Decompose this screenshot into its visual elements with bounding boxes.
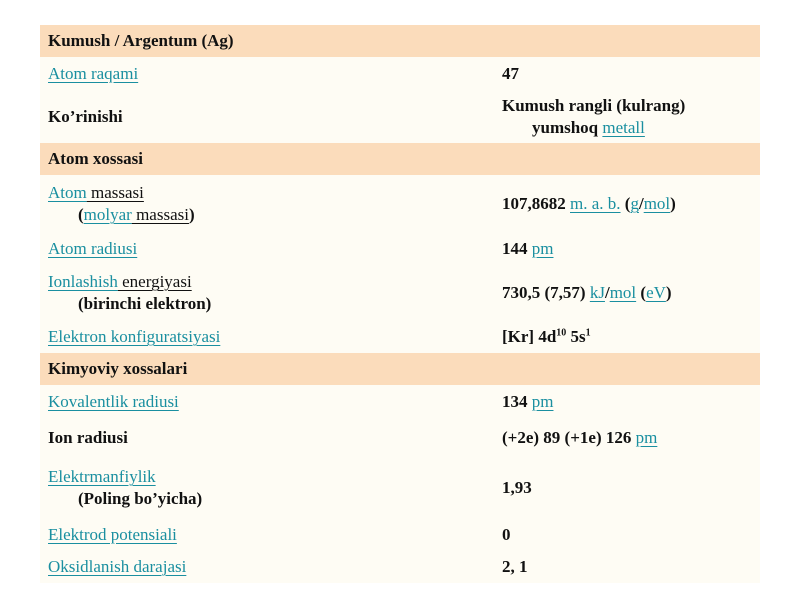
link-g[interactable]: g (630, 194, 639, 213)
link-mol[interactable]: mol (643, 194, 671, 213)
link-elektrmanfiylik[interactable]: Elektrmanfiylik (48, 467, 156, 486)
value-korinishi (494, 95, 760, 139)
row-ion-radiusi (40, 419, 760, 457)
link-pm[interactable]: pm (531, 239, 554, 258)
value-oksidlanish-darajasi: 2, 1 (502, 557, 528, 576)
value-korinishi-line1: Kumush rangli (kulrang) (502, 96, 686, 115)
link-molyar[interactable]: molyar (83, 205, 132, 224)
label-ionlashish (40, 271, 494, 315)
link-mol[interactable]: mol (609, 283, 637, 302)
link-elektron-konfiguratsiyasi[interactable]: Elektron konfiguratsiyasi (48, 327, 221, 346)
paren: ( (620, 194, 631, 213)
section-atom-xossasi (40, 143, 760, 175)
link-metall[interactable]: metall (602, 118, 645, 137)
section-title: Atom xossasi (48, 149, 143, 168)
link-molyar-massasi[interactable]: massasi (131, 205, 189, 224)
row-atom-raqami (40, 57, 760, 91)
paren: ) (670, 194, 676, 213)
row-oksidlanish-darajasi (40, 551, 760, 583)
config-part: 5s (566, 327, 586, 346)
link-mab[interactable]: m. a. b. (570, 194, 621, 213)
config-sup: 10 (556, 327, 567, 339)
link-ev[interactable]: eV (646, 283, 666, 302)
link-atom-raqami[interactable]: Atom raqami (48, 64, 139, 83)
paren: ( (78, 205, 84, 224)
value-atom-massasi (494, 193, 760, 215)
link-massasi[interactable]: massasi (86, 183, 144, 202)
label-birinchi-elektron: (birinchi elektron) (78, 294, 212, 313)
value-number: 730,5 (7,57) (502, 283, 590, 302)
value-atom-raqami: 47 (502, 64, 519, 83)
link-atom-radiusi[interactable]: Atom radiusi (48, 239, 138, 258)
paren: ) (665, 283, 672, 302)
row-elektrod-potensiali (40, 519, 760, 551)
slash: / (638, 194, 644, 213)
config-part: [Kr] 4d (502, 327, 557, 346)
row-elektrmanfiylik (40, 457, 760, 519)
slash: / (604, 283, 610, 302)
value-number: (+2e) 89 (+1e) 126 (502, 428, 636, 447)
label-korinishi: Ko’rinishi (48, 107, 123, 126)
value-ionlashish (494, 282, 760, 304)
value-elektron-konfiguratsiyasi (494, 326, 760, 348)
label-elektrmanfiylik (40, 466, 494, 510)
paren: ) (188, 205, 195, 224)
section-title: Kimyoviy xossalari (48, 359, 188, 378)
value-number: 107,8682 (502, 194, 570, 213)
row-elektron-konfiguratsiyasi (40, 321, 760, 353)
config-sup: 1 (585, 327, 591, 339)
value-korinishi-line2 (502, 117, 760, 139)
row-ionlashish (40, 265, 760, 321)
label-ion-radiusi: Ion radiusi (48, 428, 128, 447)
value-number: 144 (502, 239, 532, 258)
element-infobox (40, 25, 760, 583)
value-kovalentlik-radiusi (494, 391, 760, 413)
link-elektrod-potensiali[interactable]: Elektrod potensiali (48, 525, 177, 544)
value-atom-radiusi (494, 238, 760, 260)
value-korinishi-text: yumshoq (532, 118, 603, 137)
row-kovalentlik-radiusi (40, 385, 760, 419)
paren: ( (636, 283, 647, 302)
link-kovalentlik-radiusi[interactable]: Kovalentlik radiusi (48, 392, 179, 411)
link-pm[interactable]: pm (531, 392, 554, 411)
title-text: Kumush / Argentum (Ag) (48, 31, 234, 50)
row-atom-radiusi (40, 233, 760, 265)
section-kimyoviy-xossalari (40, 353, 760, 385)
value-elektrod-potensiali: 0 (502, 525, 511, 544)
row-atom-massasi (40, 175, 760, 233)
value-number: 134 (502, 392, 532, 411)
label-poling: (Poling bo’yicha) (78, 489, 203, 508)
value-ion-radiusi (494, 427, 760, 449)
link-atom[interactable]: Atom (48, 183, 87, 202)
row-korinishi (40, 91, 760, 143)
value-elektrmanfiylik: 1,93 (502, 478, 532, 497)
label-atom-massasi (40, 182, 494, 226)
link-oksidlanish-darajasi[interactable]: Oksidlanish darajasi (48, 557, 187, 576)
link-energiyasi[interactable]: energiyasi (117, 272, 192, 291)
link-pm[interactable]: pm (635, 428, 658, 447)
infobox-title (40, 25, 760, 57)
link-ionlashish[interactable]: Ionlashish (48, 272, 118, 291)
link-kj[interactable]: kJ (589, 283, 605, 302)
